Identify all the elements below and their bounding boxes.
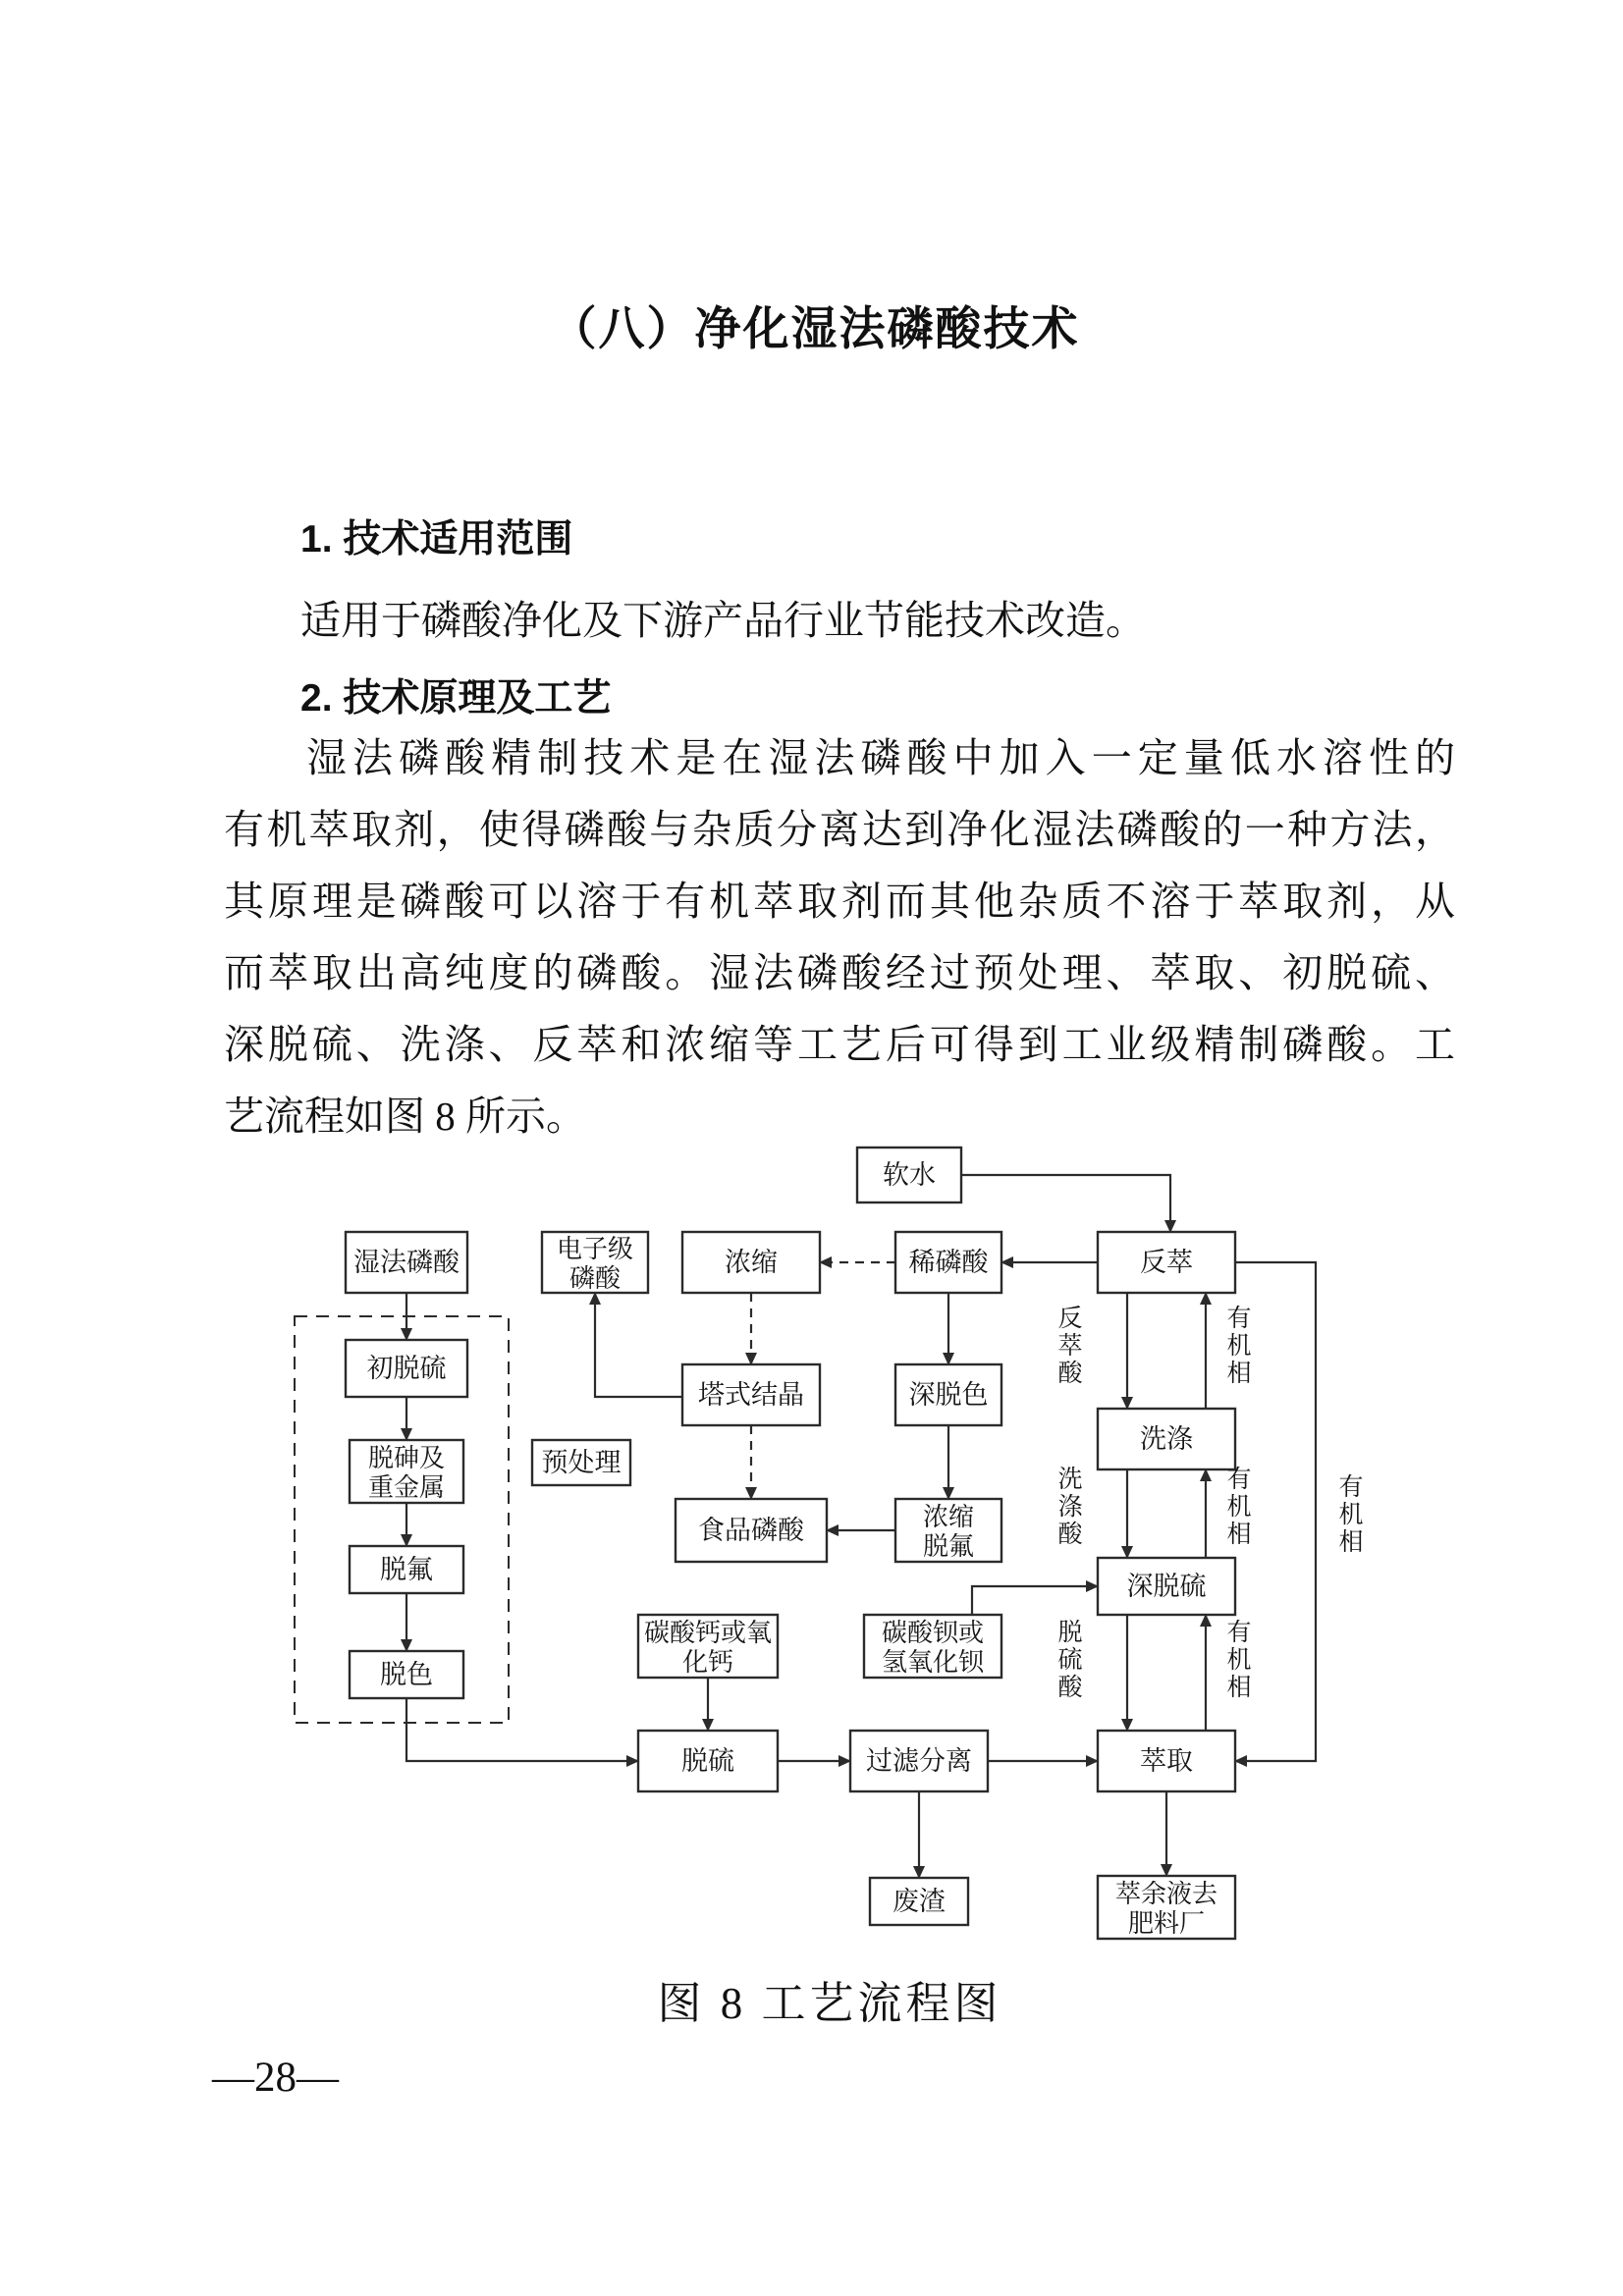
edge-label: 反萃酸 — [1057, 1306, 1083, 1387]
svg-text:脱硫: 脱硫 — [681, 1746, 734, 1776]
flow-node-tuose — [350, 1651, 463, 1698]
figure-caption: 图 8 工艺流程图 — [657, 1979, 1002, 2028]
flow-node-cuiqu — [1098, 1731, 1235, 1791]
svg-text:脱色: 脱色 — [380, 1660, 433, 1689]
svg-text:软水: 软水 — [883, 1160, 936, 1190]
svg-text:脱氟: 脱氟 — [380, 1555, 433, 1584]
paragraph-line: 而萃取出高纯度的磷酸。湿法磷酸经过预处理、萃取、初脱硫、 — [224, 950, 1455, 995]
svg-text:塔式结晶: 塔式结晶 — [698, 1380, 804, 1410]
paragraph — [224, 722, 1455, 1152]
flow-node-shen-tuoliu — [1098, 1558, 1235, 1615]
flow-connector — [595, 1293, 682, 1397]
flow-node-tashi-jiejing — [682, 1364, 820, 1425]
flow-node-nongsuo-tuofu — [895, 1499, 1001, 1562]
flow-node-cuiyuye — [1098, 1876, 1235, 1939]
svg-text:过滤分离: 过滤分离 — [866, 1746, 972, 1776]
flow-node-tansuangai — [638, 1615, 778, 1678]
paragraph-line: 其原理是磷酸可以溶于有机萃取剂而其他杂质不溶于萃取剂，从 — [224, 879, 1455, 924]
flow-node-shipin-linsuan — [676, 1499, 827, 1562]
paragraph-line: 湿法磷酸精制技术是在湿法磷酸中加入一定量低水溶性的 — [306, 735, 1455, 780]
edge-label: 有机相 — [1226, 1306, 1252, 1387]
flow-node-dianziji-linsuan — [542, 1232, 648, 1293]
svg-text:萃余液去肥料厂: 萃余液去肥料厂 — [1114, 1880, 1218, 1938]
paragraph-line: 深脱硫、洗涤、反萃和浓缩等工艺后可得到工业级精制磷酸。工 — [224, 1022, 1455, 1067]
svg-text:废渣: 废渣 — [893, 1887, 946, 1916]
svg-text:稀磷酸: 稀磷酸 — [908, 1248, 989, 1277]
section-heading-1: 1. 技术适用范围 — [300, 518, 573, 561]
flow-node-shifa-linsuan — [346, 1232, 467, 1293]
flow-node-chu-tuoliu — [346, 1340, 467, 1397]
svg-text:浓缩脱氟: 浓缩脱氟 — [922, 1503, 975, 1561]
paragraph-line: 有机萃取剂，使得磷酸与杂质分离达到净化湿法磷酸的一种方法， — [224, 807, 1455, 852]
flow-connector — [972, 1586, 1098, 1615]
svg-text:脱砷及重金属: 脱砷及重金属 — [367, 1444, 446, 1502]
svg-text:萃取: 萃取 — [1140, 1746, 1193, 1776]
flow-node-tansuanbei — [864, 1615, 1001, 1678]
page-number: —28— — [212, 2055, 339, 2101]
svg-text:初脱硫: 初脱硫 — [366, 1354, 447, 1383]
flow-node-xi-linsuan — [895, 1232, 1001, 1293]
flow-connector — [406, 1698, 638, 1761]
svg-text:食品磷酸: 食品磷酸 — [698, 1516, 804, 1545]
edge-label: 有机相 — [1338, 1474, 1364, 1556]
svg-text:深脱色: 深脱色 — [908, 1380, 989, 1410]
flow-node-tuoshen-zhongjinshu — [350, 1440, 463, 1503]
flow-node-guolv-fenli — [850, 1731, 988, 1791]
paragraph-line: 艺流程如图 8 所示。 — [224, 1094, 586, 1139]
page-title: （八）净化湿法磷酸技术 — [550, 304, 1080, 355]
svg-text:反萃: 反萃 — [1140, 1248, 1193, 1277]
flow-node-nongsuo — [682, 1232, 820, 1293]
flow-node-tuofu — [350, 1546, 463, 1593]
edge-label: 有机相 — [1226, 1467, 1252, 1548]
flow-node-shen-tuose — [895, 1364, 1001, 1425]
svg-text:深脱硫: 深脱硫 — [1126, 1572, 1207, 1601]
svg-text:碳酸钙或氧化钙: 碳酸钙或氧化钙 — [643, 1619, 773, 1677]
svg-text:碳酸钡或氢氧化钡: 碳酸钡或氢氧化钡 — [881, 1619, 985, 1677]
figure-container — [285, 1134, 1375, 1963]
flow-node-feizha — [870, 1878, 968, 1925]
svg-text:洗涤: 洗涤 — [1140, 1424, 1193, 1454]
flow-node-ruanshui — [857, 1148, 961, 1202]
flow-connector — [961, 1175, 1170, 1232]
edge-label: 洗涤酸 — [1057, 1467, 1083, 1548]
svg-text:预处理: 预处理 — [541, 1448, 622, 1477]
edge-label: 脱硫酸 — [1057, 1620, 1083, 1701]
process-flow-diagram — [285, 1134, 1375, 1958]
section-heading-2: 2. 技术原理及工艺 — [300, 677, 612, 720]
svg-text:电子级磷酸: 电子级磷酸 — [556, 1235, 634, 1293]
svg-text:湿法磷酸: 湿法磷酸 — [353, 1248, 460, 1277]
section-1-body: 适用于磷酸净化及下游产品行业节能技术改造。 — [300, 598, 1146, 643]
edge-label: 有机相 — [1226, 1620, 1252, 1701]
svg-text:浓缩: 浓缩 — [725, 1248, 778, 1277]
flow-node-fancui — [1098, 1232, 1235, 1293]
flow-node-yuchuli — [532, 1440, 630, 1485]
flow-node-tuoliu — [638, 1731, 778, 1791]
flow-node-xidi — [1098, 1409, 1235, 1469]
